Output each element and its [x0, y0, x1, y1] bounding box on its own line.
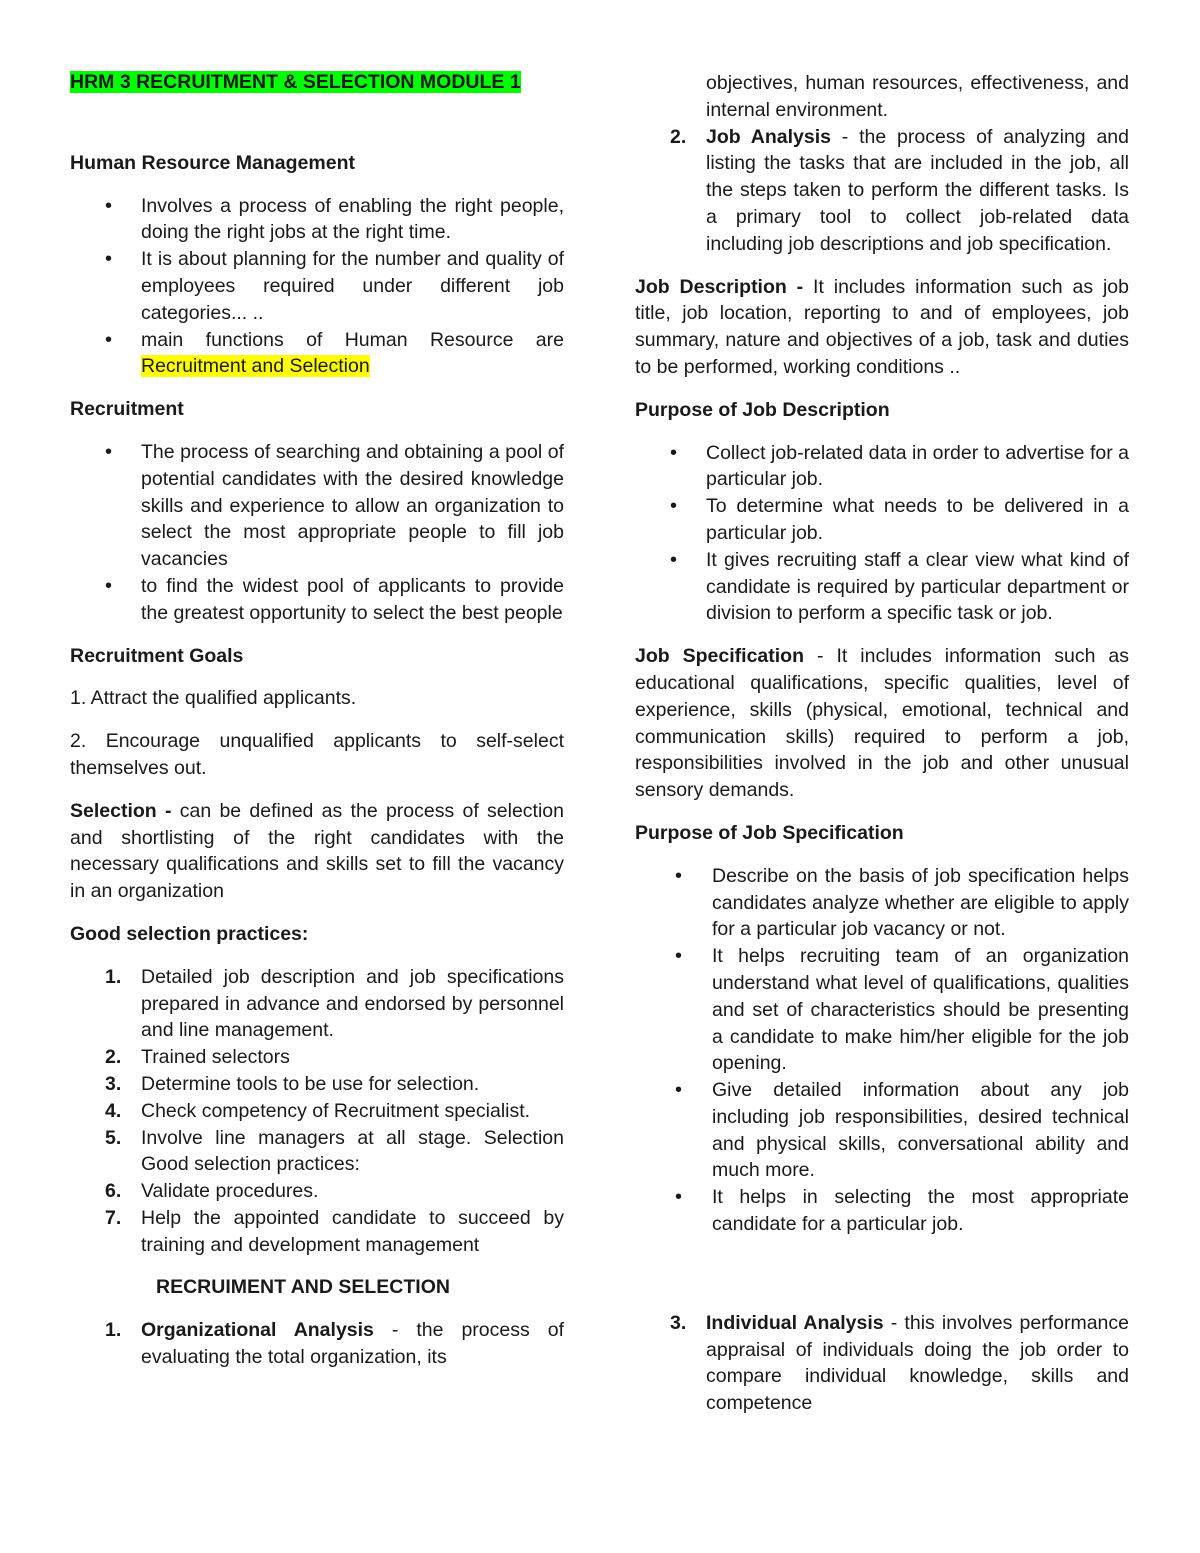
list-item: • The process of searching and obtaining a pool of potential candidates with the desired knowledge skills and experience to allow an organization to select the most appropriate people to fill job vacancies [70, 439, 564, 573]
recsel-heading: RECRUIMENT AND SELECTION [156, 1276, 450, 1299]
list-number: 1. [105, 1319, 122, 1342]
list-item [70, 327, 564, 381]
list-item [70, 1071, 564, 1098]
list-number: 2. [105, 1046, 122, 1069]
list-item-text: Help the appointed candidate to succeed by training and development management [141, 1206, 564, 1256]
recruitment-goals-heading: Recruitment Goals [70, 644, 244, 667]
list-item [70, 1317, 564, 1371]
purpose-js-list [635, 863, 1129, 1238]
list-number: 2. [670, 125, 687, 148]
list-item-text: Trained selectors [141, 1046, 290, 1069]
list-item [70, 1098, 564, 1125]
job-specification-text: - It includes information such as educational qualifications, specific qualities, level of experience, skills (physical, emotional, technical and communication skills) required to perform a job, responsibilities involved in the job and other unusual sensory demands. [635, 645, 1129, 802]
left-column [70, 69, 564, 1387]
job-description-text: It includes information such as job title, job location, reporting to and of employees, job summary, nature and objectives of a job, task and duties to be performed, working conditions .. [635, 275, 1129, 378]
list-item: • It gives recruiting staff a clear view what kind of candidate is required by particular department or division to perform a specific task or job. [635, 547, 1129, 627]
list-item [70, 1178, 564, 1205]
practices-list [70, 964, 564, 1259]
list-item: • It is about planning for the number and quality of employees required under different job categories... .. [70, 246, 564, 326]
list-number: 7. [105, 1206, 122, 1229]
hrm-heading: Human Resource Management [70, 151, 355, 174]
right-column [635, 70, 1129, 1433]
list-number: 4. [105, 1099, 122, 1122]
job-specification-term: Job Specification [635, 645, 805, 668]
list-term: Organizational Analysis [141, 1319, 374, 1342]
list-number: 3. [105, 1072, 122, 1095]
list-item: • To determine what needs to be delivered in a particular job. [635, 493, 1129, 547]
spacer [635, 1254, 1129, 1310]
recsel-list [70, 1317, 564, 1371]
list-item-text: Involve line managers at all stage. Selection Good selection practices: [141, 1126, 564, 1176]
list-item-text: - this involves performance appraisal of individuals doing the job order to compare individual knowledge, skills and competence [706, 1311, 1129, 1415]
list-item: • Collect job-related data in order to advertise for a particular job. [635, 440, 1129, 494]
list-item-text: Validate procedures. [141, 1180, 319, 1203]
selection-term: Selection - [70, 799, 172, 822]
list-term: Individual Analysis [706, 1311, 884, 1334]
list-item: • Describe on the basis of job specification helps candidates analyze whether are eligible to apply for a particular job vacancy or not. [635, 863, 1129, 943]
list-item [635, 1310, 1129, 1417]
list-item-text: main functions of Human Resource are [141, 328, 564, 351]
recsel-item1-continuation: objectives, human resources, effectiveness, and internal environment. [706, 72, 1129, 121]
selection-text: can be defined as the process of selection and shortlisting of the right candidates with the necessary qualifications and skills set to fill the vacancy in an organization [70, 799, 564, 903]
list-item-text: Check competency of Recruitment specialist. [141, 1099, 531, 1122]
list-item: • to find the widest pool of applicants to provide the greatest opportunity to select the best people [70, 573, 564, 627]
list-item-text: Detailed job description and job specifications prepared in advance and endorsed by personnel and line management. [141, 965, 564, 1042]
list-number: 1. [105, 965, 122, 988]
hrm-list [70, 193, 564, 381]
selection-paragraph [70, 798, 564, 905]
list-item-text: - the process of evaluating the total organization, its [141, 1319, 564, 1369]
practices-heading: Good selection practices: [70, 922, 309, 945]
recruitment-heading: Recruitment [70, 398, 184, 421]
list-number: 5. [105, 1126, 122, 1149]
recruitment-list [70, 439, 564, 627]
document-title [70, 69, 564, 96]
job-specification-paragraph [635, 643, 1129, 804]
job-description-paragraph [635, 274, 1129, 381]
list-item: • Involves a process of enabling the right people, doing the right jobs at the right time. [70, 193, 564, 247]
title-highlight: HRM 3 RECRUITMENT & SELECTION MODULE 1 [70, 71, 521, 93]
list-item [70, 964, 564, 1044]
goal-item: 1. Attract the qualified applicants. [70, 687, 357, 710]
recsel-list-continued [635, 124, 1129, 258]
list-item [70, 1125, 564, 1179]
list-item: • It helps recruiting team of an organization understand what level of qualifications, qualities and set of characteristics should be presenting a candidate to make him/her eligible for the job opening. [635, 943, 1129, 1077]
goal-item: 2. Encourage unqualified applicants to self-select themselves out. [70, 730, 564, 779]
purpose-jd-heading: Purpose of Job Description [635, 398, 890, 421]
list-item: • Give detailed information about any job including job responsibilities, desired technical and physical skills, conversational ability and much more. [635, 1077, 1129, 1184]
purpose-jd-list [635, 440, 1129, 628]
list-term: Job Analysis [706, 125, 831, 148]
recsel-list-continued-2 [635, 1310, 1129, 1417]
purpose-js-heading: Purpose of Job Specification [635, 821, 904, 844]
list-item-text: - the process of analyzing and listing the tasks that are included in the job, all the steps taken to perform the different tasks. Is a primary tool to collect job-related data including job descriptions and job specification. [706, 125, 1129, 255]
list-item [635, 124, 1129, 258]
highlighted-text: Recruitment and Selection [141, 355, 370, 378]
job-description-term: Job Description - [635, 275, 804, 298]
list-number: 3. [670, 1311, 687, 1334]
list-number: 6. [105, 1180, 122, 1203]
list-item-text: Determine tools to be use for selection. [141, 1072, 480, 1095]
list-item: • It helps in selecting the most appropriate candidate for a particular job. [635, 1184, 1129, 1238]
list-item [70, 1044, 564, 1071]
list-item [70, 1205, 564, 1259]
